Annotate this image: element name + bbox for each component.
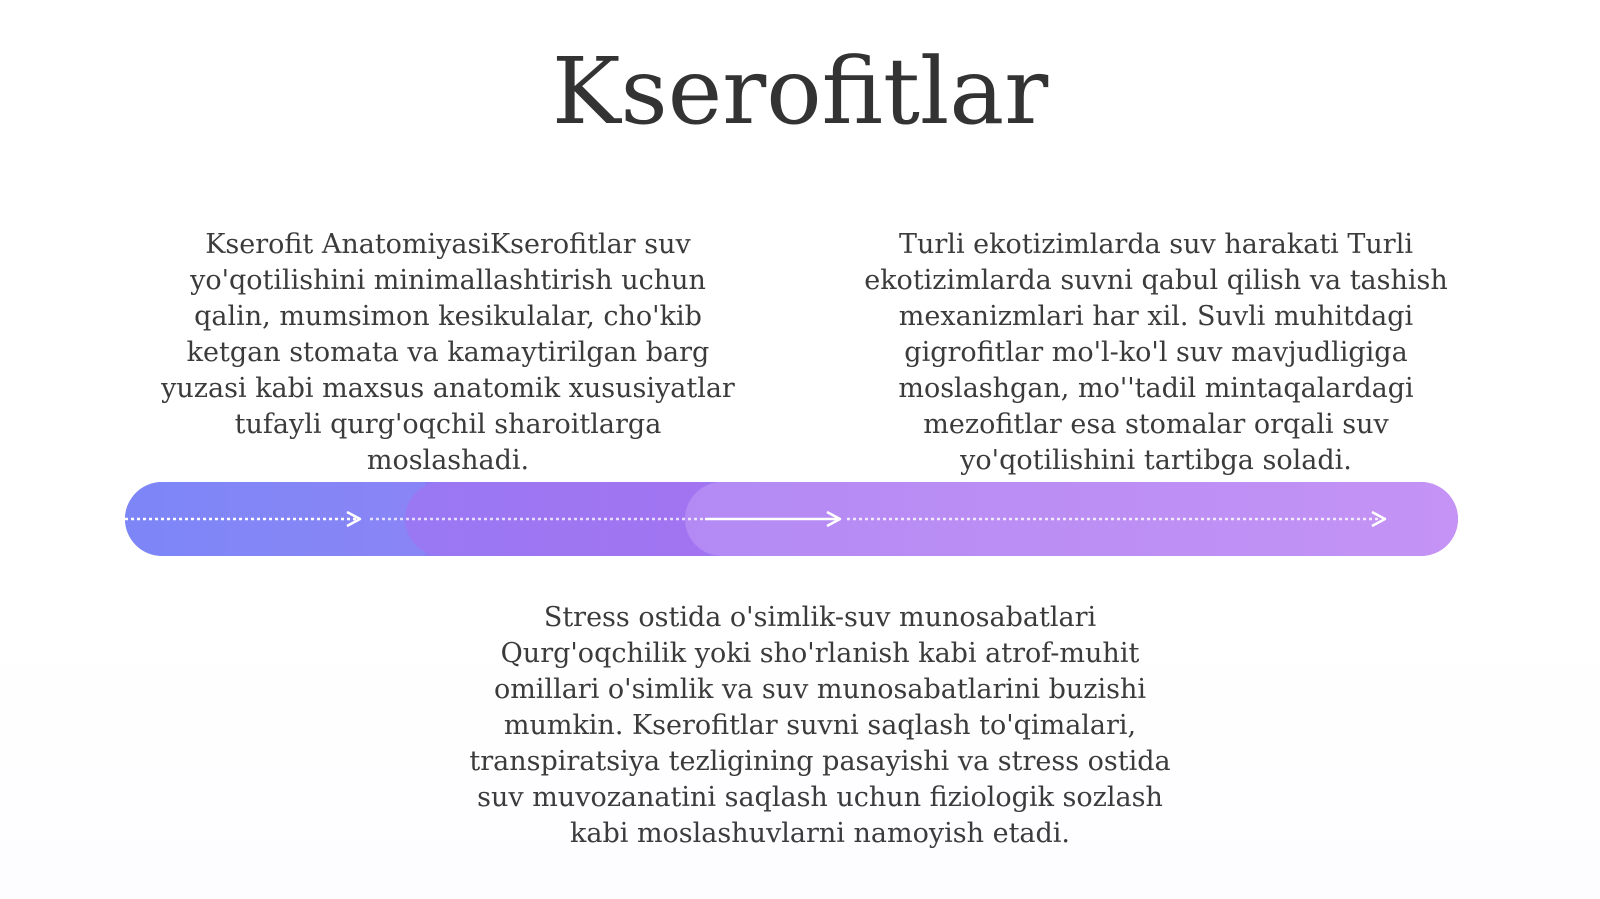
slide-title: Kserofitlar [551, 38, 1049, 145]
arrow-right-icon [1372, 512, 1385, 526]
timeline-bar [125, 482, 1458, 556]
section-text-stress-relations: Stress ostida o'simlik-suv munosabatlari Qurg'oqchilik yoki sho'rlanish kabi atrof-muhit omillari o'simlik va suv munosabatlarini buzishi mumkin. Kserofitlar suvni saqlash to'qimalari, transpiratsiya tezligining pasayishi va stress ostida suv muvozanatini saqlash uchun fiziologik sozlash kabi moslashuvlarni namoyish etadi. [469, 602, 1171, 849]
section-text-xerophyte-anatomy: Kserofit AnatomiyasiKserofitlar suv yo'qotilishini minimallashtirish uchun qalin, mumsimon kesikulalar, cho'kib ketgan stomata va kamaytirilgan barg yuzasi kabi maxsus anatomik xususiyatlar tufayli qurg'oqchil sharoitlarga moslashadi. [161, 229, 735, 476]
timeline-arrows [125, 482, 1458, 556]
section-text-ecosystem-water-movement: Turli ekotizimlarda suv harakati Turli ekotizimlarda suvni qabul qilish va tashish mexanizmlari har xil. Suvli muhitdagi gigrofitlar mo'l-ko'l suv mavjudligiga moslashgan, mo''tadil mintaqalardagi mezofitlar esa stomalar orqali suv yo'qotilishini tartibga soladi. [864, 229, 1448, 476]
